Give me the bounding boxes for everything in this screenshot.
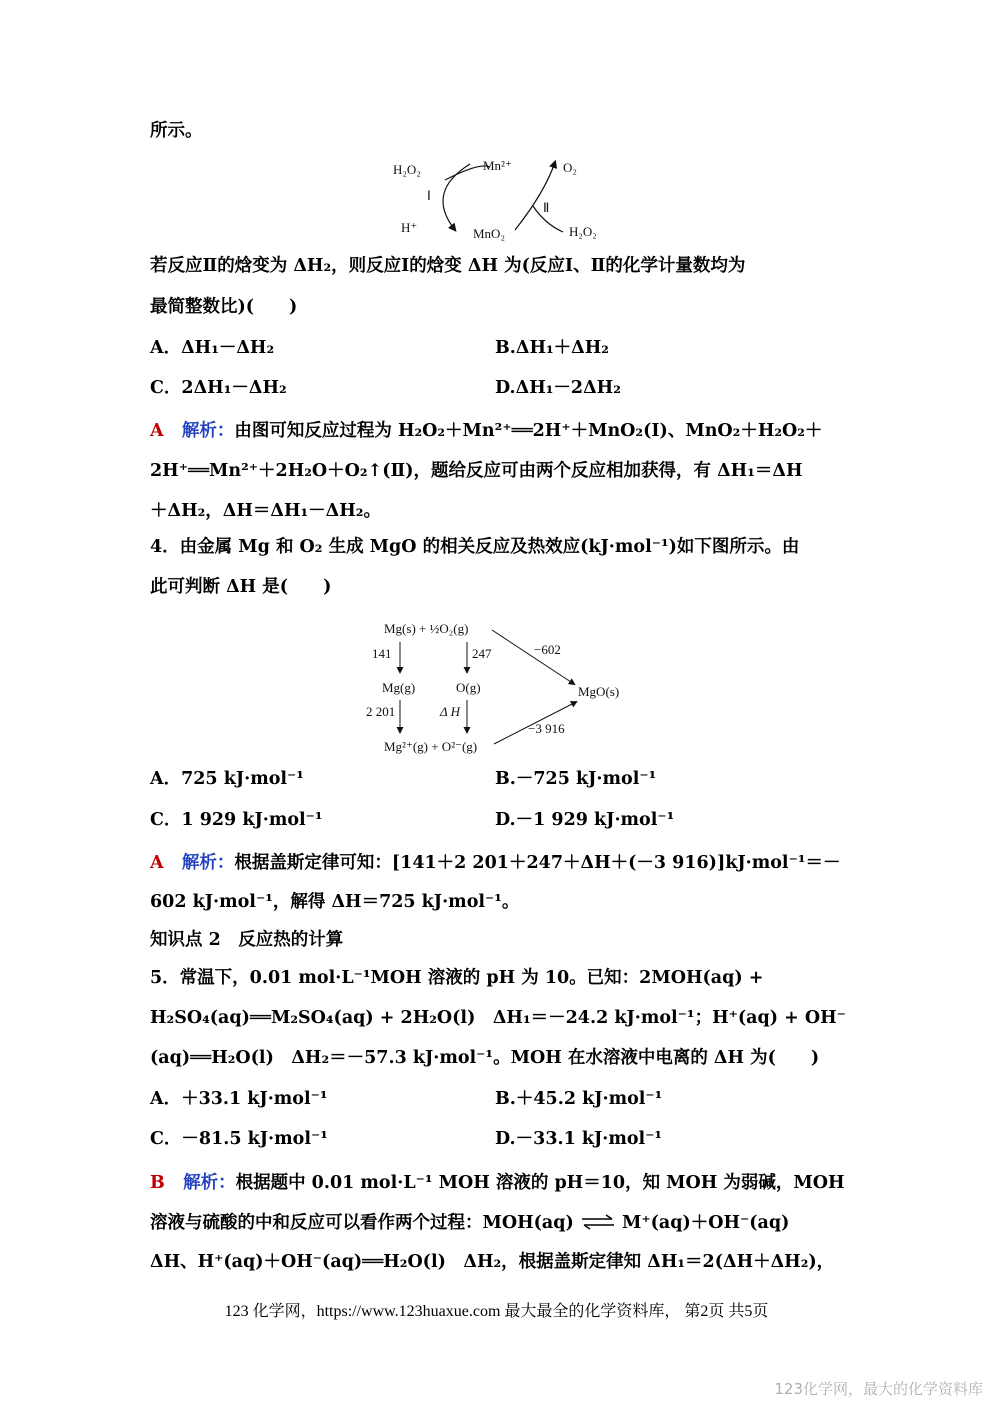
- o2-product: O₂: [563, 160, 577, 175]
- mno2: MnO₂: [473, 226, 505, 241]
- q5-explanation-1: [150, 1172, 845, 1194]
- q4-option-c: C．1 929 kJ·mol⁻¹: [150, 810, 323, 830]
- arrow-602: [492, 630, 574, 684]
- q4-explanation-2: 602 kJ·mol⁻¹，解得 ΔH＝725 kJ·mol⁻¹。: [150, 892, 520, 912]
- q4-answer: A: [150, 853, 164, 873]
- q3-answer: A: [150, 421, 164, 441]
- value-247: 247: [472, 646, 492, 661]
- cycle-arc-2: [515, 162, 555, 230]
- equilibrium-arrow-icon: [580, 1211, 616, 1233]
- o-gas: O(g): [456, 680, 481, 695]
- page-footer: 123 化学网，https://www.123huaxue.com 最大最全的化学资料库， 第2页 共5页: [224, 1303, 769, 1320]
- mgo-solid: MgO(s): [578, 684, 620, 699]
- q4-option-b: B.－725 kJ·mol⁻¹: [495, 769, 657, 789]
- h2o2-left: H₂O₂: [393, 162, 421, 177]
- q5-jiexi-label: 解析：: [183, 1173, 236, 1193]
- q5-explanation-3: ΔH、H⁺(aq)＋OH⁻(aq)══H₂O(l) ΔH₂，根据盖斯定律知 ΔH₁＝2(ΔH＋ΔH₂)，: [150, 1252, 835, 1272]
- value-2201: 2 201: [366, 704, 396, 719]
- mn2-ion: Mn²⁺: [483, 158, 512, 173]
- value-602: −602: [534, 642, 561, 657]
- gas-ions: Mg²⁺(g) + O²⁻(g): [384, 739, 478, 754]
- q5-explanation-2: [150, 1211, 789, 1234]
- q3-exp-1: 由图可知反应过程为 H₂O₂＋Mn²⁺══2H⁺＋MnO₂(Ⅰ)、MnO₂＋H₂O₂＋: [234, 421, 823, 441]
- h-plus: H⁺: [401, 220, 418, 235]
- q5-stem-2: H₂SO₄(aq)══M₂SO₄(aq) + 2H₂O(l) ΔH₁＝－24.2 kJ·mol⁻¹；H⁺(aq) + OH⁻: [150, 1008, 846, 1028]
- q4-born-haber-diagram: [360, 612, 640, 760]
- q5-option-b: B.＋45.2 kJ·mol⁻¹: [495, 1089, 663, 1109]
- q3-jiexi-label: 解析：: [181, 421, 235, 441]
- q3-option-d: D.ΔH₁－2ΔH₂: [495, 378, 621, 398]
- q4-option-d: D.－1 929 kJ·mol⁻¹: [495, 810, 675, 830]
- q5-option-a: A．＋33.1 kJ·mol⁻¹: [150, 1089, 328, 1109]
- h2o2-right: H₂O₂: [569, 224, 597, 239]
- q5-stem-1: 5．常温下，0.01 mol·L⁻¹MOH 溶液的 pH 为 10。已知：2MOH(aq) +: [150, 968, 764, 988]
- q5-answer: B: [150, 1173, 165, 1193]
- q5-option-d: D.－33.1 kJ·mol⁻¹: [495, 1129, 663, 1149]
- label-reaction-2: Ⅱ: [543, 200, 550, 215]
- q5-stem-3: (aq)══H₂O(l) ΔH₂＝－57.3 kJ·mol⁻¹。MOH 在水溶液中电离的 ΔH 为( ): [150, 1048, 820, 1068]
- q4-stem-2: 此可判断 ΔH 是( ): [150, 577, 332, 597]
- intro-tail: 所示。: [150, 121, 203, 141]
- section-heading: 知识点 2 反应热的计算: [150, 930, 344, 950]
- mg-gas: Mg(g): [382, 680, 416, 695]
- q4-stem-1: 4．由金属 Mg 和 O₂ 生成 MgO 的相关反应及热效应(kJ·mol⁻¹)如下图所示。由: [150, 537, 800, 557]
- watermark: 123化学网，最大的化学资料库: [774, 1380, 983, 1398]
- q5-option-c: C．－81.5 kJ·mol⁻¹: [150, 1129, 328, 1149]
- top-reactants: Mg(s) + ½O₂(g): [384, 621, 469, 636]
- q3-explanation-3: ＋ΔH₂，ΔH＝ΔH₁－ΔH₂。: [150, 501, 381, 521]
- q5-exp-2a: 溶液与硫酸的中和反应可以看作两个过程：MOH(aq): [150, 1213, 574, 1233]
- q3-explanation-2: 2H⁺══Mn²⁺＋2H₂O＋O₂↑(Ⅱ)，题给反应可由两个反应相加获得，有 ΔH₁＝ΔH: [150, 461, 803, 481]
- q4-exp-1: 根据盖斯定律可知：[141＋2 201＋247＋ΔH＋(－3 916)]kJ·mol⁻¹＝－: [234, 853, 841, 873]
- value-141: 141: [372, 646, 392, 661]
- q3-explanation-1: [150, 420, 822, 442]
- q3-option-c: C．2ΔH₁－ΔH₂: [150, 378, 287, 398]
- q3-stem-2: 最简整数比)( ): [150, 297, 298, 317]
- q4-option-a: A．725 kJ·mol⁻¹: [150, 769, 304, 789]
- q4-explanation-1: [150, 852, 840, 874]
- q3-option-b: B.ΔH₁＋ΔH₂: [495, 338, 609, 358]
- value-3916: −3 916: [528, 721, 565, 736]
- q3-cycle-diagram: [385, 152, 615, 244]
- delta-h: Δ H: [440, 704, 461, 719]
- q4-jiexi-label: 解析：: [181, 853, 235, 873]
- q3-stem-1: 若反应Ⅱ的焓变为 ΔH₂，则反应Ⅰ的焓变 ΔH 为(反应Ⅰ、Ⅱ的化学计量数均为: [150, 256, 746, 276]
- q5-exp-1: 根据题中 0.01 mol·L⁻¹ MOH 溶液的 pH＝10，知 MOH 为弱碱，MOH: [235, 1173, 845, 1193]
- q5-exp-2b: M⁺(aq)＋OH⁻(aq): [621, 1213, 790, 1233]
- q3-option-a: A．ΔH₁－ΔH₂: [150, 338, 275, 358]
- label-reaction-1: Ⅰ: [427, 188, 431, 203]
